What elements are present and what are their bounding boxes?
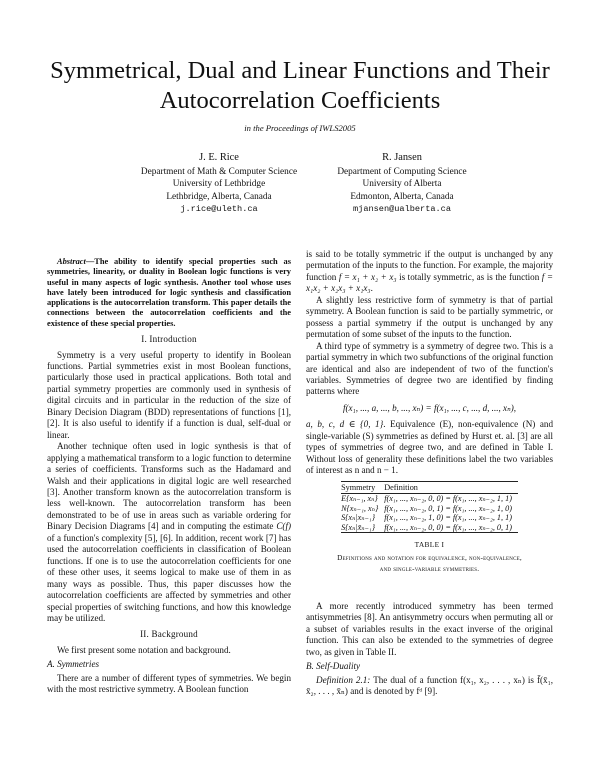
paper-title: [0, 56, 600, 116]
abstract-text: —The ability to identify special properties such as symmetries, linearity, or duality in Boolean logic functions is very useful in many aspects of logic synthesis. Another tool whose uses have lately been introduced for logic synthesis and classification applications is the autocorrelation transform. This paper details the connections between the autocorrelation coefficients and the existence of these special properties.: [47, 257, 291, 328]
author-location: Lethbridge, Alberta, Canada: [166, 191, 272, 202]
author-name: R. Jansen: [382, 152, 422, 163]
author-univ: University of Alberta: [362, 179, 442, 190]
author-dept: Department of Computing Science: [337, 166, 467, 177]
inline-math: f = x₁x₂ + x₂x₃ + x₁x₃: [306, 271, 553, 294]
author-location: Edmonton, Alberta, Canada: [350, 191, 454, 202]
table-row: S{xₙ|xₙ₋₁} f(x₁, ..., xₙ₋₂, 1, 0) = f(x₁, ..., xₙ₋₂, 1, 1): [341, 513, 512, 523]
subsection-heading-self-duality: B. Self-Duality: [306, 661, 361, 672]
proceedings-note: in the Proceedings of IWLS2005: [244, 123, 356, 133]
section-heading-background: II. Background: [140, 629, 198, 640]
paragraph: Symmetry is a very useful property to identify in Boolean functions. Partial symmetries exist in most Boolean functions, particularly those used in practical applications. Both total and partial symmetry properties are commonly used in synthesis of digital circuits and in particular in the reduction of the size of Binary Decision Diagram (BDD) representations of functions [1], [2]. It is also useful to identify if a function is dual, self-dual or linear.: [47, 349, 291, 440]
table-row: N{xₙ₋₁, xₙ} f(x₁, ..., xₙ₋₂, 0, 1) = f(x₁, ..., xₙ₋₂, 1, 0): [341, 503, 512, 513]
paragraph: is said to be totally symmetric if the output is unchanged by any permutation of the inputs to the function. For example, the majority function f = x₁ + x₂ + x₃ is totally symmetric, as is the function f = x₁x₂ + x₂x₃ + x₁x₃.: [306, 249, 553, 294]
right-column: [306, 249, 553, 698]
section-heading-introduction: I. Introduction: [141, 334, 197, 345]
author-block-1: [119, 152, 319, 216]
table-header: Symmetry: [341, 481, 384, 493]
left-column: [47, 257, 291, 696]
inline-math: a, b, c, d ∈ {0, 1}: [306, 419, 384, 430]
display-equation: f(x₁, ..., a, ..., b, ..., xₙ) = f(x₁, ..., c, ..., d, ..., xₙ),: [342, 402, 517, 413]
author-dept: Department of Math & Computer Science: [140, 166, 298, 177]
inline-math: C(f): [276, 521, 291, 532]
title-line-2: Autocorrelation Coefficients: [159, 87, 441, 114]
title-line-1: Symmetrical, Dual and Linear Functions and Their: [50, 57, 550, 84]
author-name: J. E. Rice: [199, 152, 239, 163]
definition-label: Definition 2.1:: [316, 674, 371, 685]
abstract-label: Abstract: [57, 257, 86, 266]
paragraph: Definition 2.1: The dual of a function f(x₁, x₂, . . . , xₙ) is f̄(x̄₁, x̄₂, . . . , x̄ₙ) and is denoted by fᵈ [9].: [306, 674, 554, 697]
paragraph: A third type of symmetry is a symmetry of degree two. This is a partial symmetry in which two subfunctions of the original function are identical and also are independent of two of the function's variables. Symmetries of degree two are identified by finding patterns where: [306, 340, 553, 397]
table-caption: Definitions and notation for equivalence, non-equivalence, and single-variable symmetries.: [337, 553, 522, 573]
table-number: TABLE I: [414, 540, 445, 550]
paragraph: Another technique often used in logic synthesis is that of applying a mathematical transform to a logic function to determine a series of coefficients. Transforms such as the Hadamard and Walsh and their applications in digital logic are well researched [3]. Another transform known as the autocorrelation transform is less well-known. The autocorrelation transform has been demonstrated to be of use in areas such as variable ordering for Binary Decision Diagrams [4] and in computing the estimate C(f) of a function's complexity [5], [6]. In addition, recent work [7] has used the autocorrelation coefficients in classification of Boolean functions. If one is to use the autocorrelation coefficients for one of these other uses, it seems logical to make use of them in as many ways as possible. Thus, this paper discusses how the autocorrelation coefficients are affected by symmetries and other special properties of switching functions, and how this knowledge may be utilized.: [47, 441, 291, 623]
symmetry-table: [341, 481, 518, 534]
paragraph: There are a number of different types of symmetries. We begin with the most restrictive symmetry. A Boolean function: [47, 672, 291, 695]
author-univ: University of Lethbridge: [172, 179, 266, 190]
table-header: Definition: [384, 481, 518, 493]
abstract: [47, 257, 291, 329]
paragraph: A slightly less restrictive form of symmetry is that of partial symmetry. A Boolean function is said to be partially symmetric, or possess a partial symmetry if the output is unchanged by any permutation of some subset of the inputs to the function.: [306, 294, 553, 340]
table-row: S{xₙ|x̄ₙ₋₁} f(x₁, ..., xₙ₋₂, 0, 0) = f(x₁, ..., xₙ₋₂, 0, 1): [341, 523, 518, 533]
subsection-heading-symmetries: A. Symmetries: [47, 659, 100, 670]
paragraph: a, b, c, d ∈ {0, 1}. Equivalence (E), non-equivalence (N) and single-variable (S) symmetries as defined by Hurst et. al. [3] are all types of symmetries of degree two, and are defined in Table I. Without loss of generality these definitions label the two variables of interest as n and n − 1.: [306, 419, 554, 476]
author-block-2: [302, 152, 502, 216]
paragraph: We first present some notation and background.: [57, 644, 231, 655]
author-email[interactable]: mjansen@ualberta.ca: [353, 204, 451, 215]
paragraph: A more recently introduced symmetry has been termed antisymmetries [8]. An antisymmetry occurs when permuting all or a subset of variables results in the exact inverse of the original function. This can also be extended to the symmetries of degree two, as given in Table II.: [306, 600, 553, 657]
inline-math: f = x₁ + x₂ + x₃: [338, 271, 397, 282]
author-email[interactable]: j.rice@uleth.ca: [180, 204, 258, 215]
table-row: E{xₙ₋₁, xₙ} f(x₁, ..., xₙ₋₂, 0, 0) = f(x₁, ..., xₙ₋₂, 1, 1): [341, 494, 512, 504]
